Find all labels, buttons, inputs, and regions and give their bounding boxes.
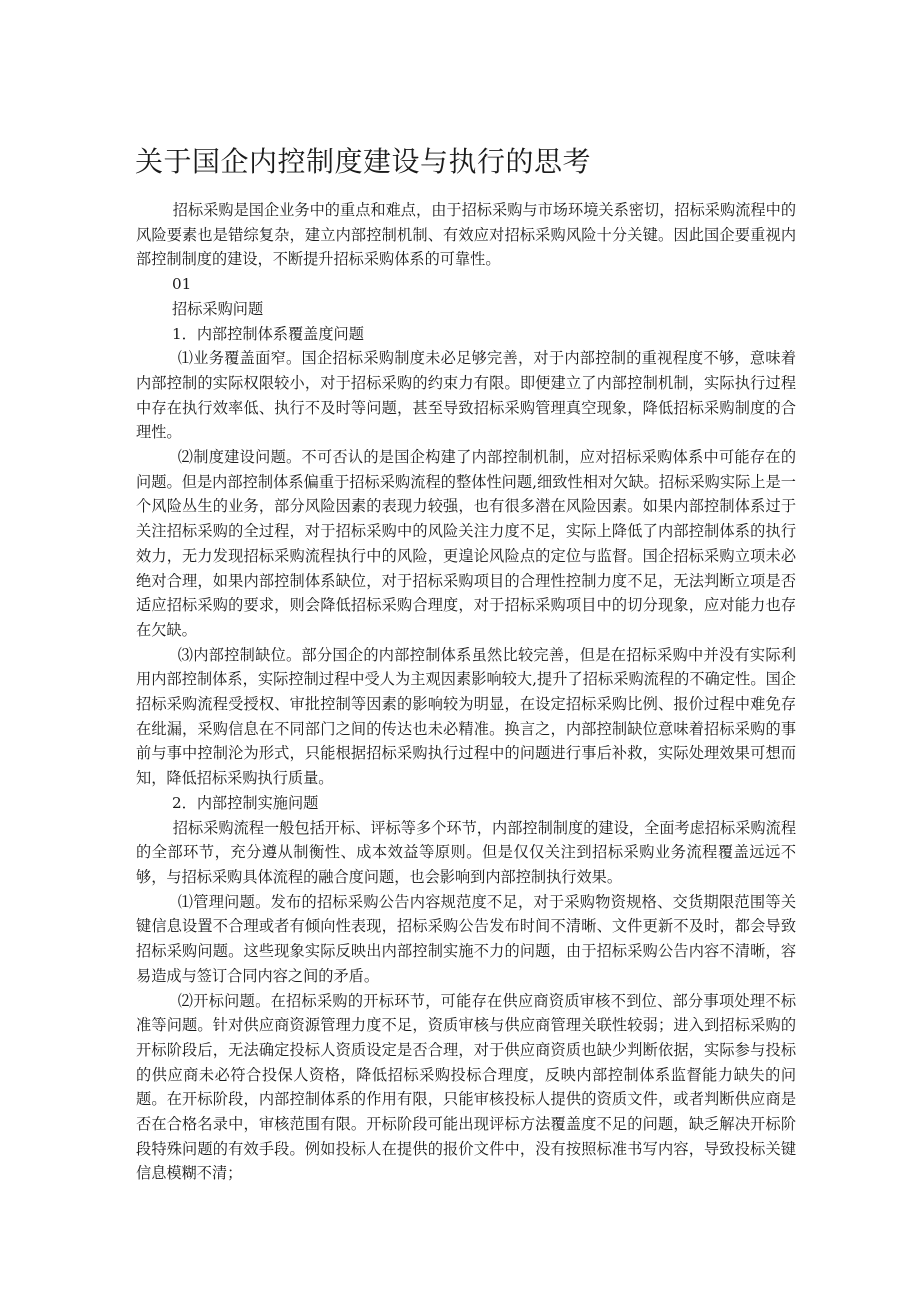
paragraph-system-construction: ⑵制度建设问题。不可否认的是国企构建了内部控制机制，应对招标采购体系中可能存在的问题。但是内部控制体系偏重于招标采购流程的整体性问题,细致性相对欠缺。招标采购实际上是一个风险丛生的业务，部分风险因素的表现力较强，也有很多潜在风险因素。如果内部控制体系过于关注招标采购的全过程，对于招标采购中的风险关注力度不足，实际上降低了内部控制体系的执行效力，无力发现招标采购流程执行中的风险，更遑论风险点的定位与监督。国企招标采购立项未必绝对合理，如果内部控制体系缺位，对于招标采购项目的合理性控制力度不足，无法判断立项是否适应招标采购的要求，则会降低招标采购合理度，对于招标采购项目中的切分现象，应对能力也存在欠缺。 xyxy=(136,448,796,639)
paragraph-implementation-intro: 招标采购流程一般包括开标、评标等多个环节，内部控制制度的建设，全面考虑招标采购流程的全部环节，充分遵从制衡性、成本效益等原则。但是仅仅关注到招标采购业务流程覆盖远远不够，与招标采购具体流程的融合度问题，也会影响到内部控制执行效果。 xyxy=(136,818,796,886)
document-body xyxy=(136,198,796,1186)
paragraph-bid-opening-issue: ⑵开标问题。在招标采购的开标环节，可能存在供应商资质审核不到位、部分事项处理不标准等问题。针对供应商资源管理力度不足，资质审核与供应商管理关联性较弱；进入到招标采购的开标阶段后，无法确定投标人资质设定是否合理，对于供应商资质也缺少判断依据，实际参与投标的供应商未必符合投保人资格，降低招标采购投标合理度，反映内部控制体系监督能力缺失的问题。在开标阶段，内部控制体系的作用有限，只能审核投标人提供的资质文件，或者判断供应商是否在合格名录中，审核范围有限。开标阶段可能出现评标方法覆盖度不足的问题，缺乏解决开标阶段特殊问题的有效手段。例如投标人在提供的报价文件中，没有按照标准书写内容，导致投标关键信息模糊不清； xyxy=(136,991,796,1183)
subsection-heading-1: 1．内部控制体系覆盖度问题 xyxy=(172,324,364,343)
section-title: 招标采购问题 xyxy=(172,299,264,318)
paragraph-business-coverage: ⑴业务覆盖面窄。国企招标采购制度未必足够完善，对于内部控制的重视程度不够，意味着内部控制的实际权限较小，对于招标采购的约束力有限。即便建立了内部控制机制，实际执行过程中存在执行效率低、执行不及时等问题，甚至导致招标采购管理真空现象，降低招标采购制度的合理性。 xyxy=(136,349,796,442)
section-number: 01 xyxy=(172,275,192,294)
intro-paragraph: 招标采购是国企业务中的重点和难点，由于招标采购与市场环境关系密切，招标采购流程中的风险要素也是错综复杂，建立内部控制机制、有效应对招标采购风险十分关键。因此国企要重视内部控制制度的建设，不断提升招标采购体系的可靠性。 xyxy=(136,201,796,269)
subsection-heading-2: 2．内部控制实施问题 xyxy=(172,793,319,812)
paragraph-management-issue: ⑴管理问题。发布的招标采购公告内容规范度不足，对于采购物资规格、交货期限范围等关键信息设置不合理或者有倾向性表现，招标采购公告发布时间不清晰、文件更新不及时，都会导致招标采购问题。这些现象实际反映出内部控制实施不力的问题，由于招标采购公告内容不清晰，容易造成与签订合同内容之间的矛盾。 xyxy=(136,892,796,985)
document-title: 关于国企内控制度建设与执行的思考 xyxy=(135,145,592,178)
paragraph-control-absence: ⑶内部控制缺位。部分国企的内部控制体系虽然比较完善，但是在招标采购中并没有实际利用内部控制体系，实际控制过程中受人为主观因素影响较大,提升了招标采购流程的不确定性。国企招标采购流程受授权、审批控制等因素的影响较为明显，在设定招标采购比例、报价过程中难免存在纰漏，采购信息在不同部门之间的传达也未必精准。换言之，内部控制缺位意味着招标采购的事前与事中控制沦为形式，只能根据招标采购执行过程中的问题进行事后补救，实际处理效果可想而知，降低招标采购执行质量。 xyxy=(136,645,796,788)
